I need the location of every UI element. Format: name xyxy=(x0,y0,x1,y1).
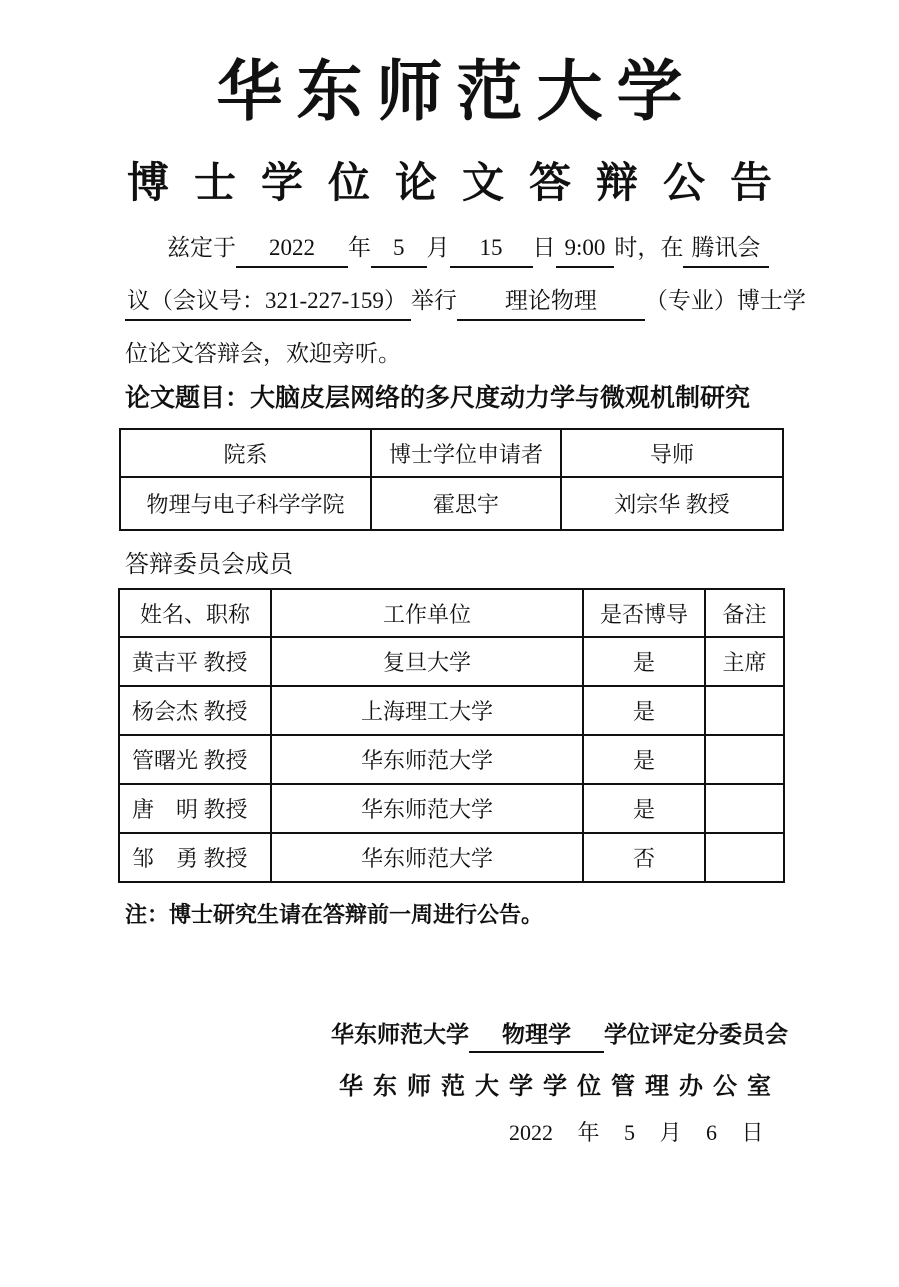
remarks-header: 备注 xyxy=(705,589,784,637)
info-data-row xyxy=(120,477,783,530)
info-header-row xyxy=(120,429,783,477)
member-affiliation: 华东师范大学 xyxy=(271,735,583,784)
dept-header: 院系 xyxy=(120,429,371,477)
day-unit: 日 xyxy=(532,235,556,260)
thesis-title-row xyxy=(125,384,750,414)
note-line: 注：博士研究生请在答辩前一周进行公告。 xyxy=(125,902,544,927)
committee-table xyxy=(118,588,785,883)
member-name: 黄吉平 教授 xyxy=(119,637,271,686)
announcement-title: 博士学位论文答辩公告 xyxy=(126,161,797,207)
committee-section-label: 答辩委员会成员 xyxy=(125,552,293,578)
member-remark xyxy=(705,735,784,784)
member-affiliation: 上海理工大学 xyxy=(271,686,583,735)
committee-row xyxy=(119,735,784,784)
member-remark xyxy=(705,784,784,833)
committee-row xyxy=(119,833,784,882)
intro-closing: 位论文答辩会，欢迎旁听。 xyxy=(125,341,401,366)
member-affiliation: 华东师范大学 xyxy=(271,833,583,882)
member-remark: 主席 xyxy=(705,637,784,686)
committee-row xyxy=(119,686,784,735)
affiliation-header: 工作单位 xyxy=(271,589,583,637)
member-name: 杨会杰 教授 xyxy=(119,686,271,735)
intro-line-1 xyxy=(167,232,769,268)
member-name: 邹 勇 教授 xyxy=(119,833,271,882)
member-is-supervisor: 否 xyxy=(583,833,705,882)
applicant-cell: 霍思宇 xyxy=(371,477,561,530)
supervisor-header: 导师 xyxy=(561,429,783,477)
member-name: 唐 明 教授 xyxy=(119,784,271,833)
doctoral-supervisor-header: 是否博导 xyxy=(583,589,705,637)
member-is-supervisor: 是 xyxy=(583,637,705,686)
footer-committee-line xyxy=(331,1016,788,1053)
month-unit: 月 xyxy=(426,235,450,260)
university-title: 华东师范大学 xyxy=(216,56,697,129)
intro-line2-suffix: （专业）博士学 xyxy=(644,288,806,313)
member-remark xyxy=(705,686,784,735)
applicant-header: 博士学位申请者 xyxy=(371,429,561,477)
thesis-title: 大脑皮层网络的多尺度动力学与微观机制研究 xyxy=(250,385,751,412)
defense-year-field: 2022 xyxy=(236,232,348,268)
supervisor-cell: 刘宗华 教授 xyxy=(561,477,783,530)
committee-row xyxy=(119,637,784,686)
member-is-supervisor: 是 xyxy=(583,735,705,784)
intro-line-3 xyxy=(125,338,401,370)
committee-row xyxy=(119,784,784,833)
member-affiliation: 华东师范大学 xyxy=(271,784,583,833)
intro-prefix: 兹定于 xyxy=(167,235,236,260)
dept-cell: 物理与电子科学学院 xyxy=(120,477,371,530)
defense-time-field: 9:00 xyxy=(556,232,615,268)
member-affiliation: 复旦大学 xyxy=(271,637,583,686)
venue-field-part2: 议（会议号：321-227-159） xyxy=(125,285,411,321)
member-remark xyxy=(705,833,784,882)
year-unit: 年 xyxy=(348,235,371,260)
intro-line-2 xyxy=(125,285,806,321)
footer-committee-suffix: 学位评定分委员会 xyxy=(604,1022,788,1047)
venue-field-part1: 腾讯会 xyxy=(683,232,769,268)
major-field: 理论物理 xyxy=(457,285,645,321)
committee-header-row xyxy=(119,589,784,637)
member-is-supervisor: 是 xyxy=(583,784,705,833)
defense-month-field: 5 xyxy=(371,232,427,268)
name-title-header: 姓名、职称 xyxy=(119,589,271,637)
defense-day-field: 15 xyxy=(450,232,533,268)
footer-date-line: 2022 年 5 月 6 日 xyxy=(509,1120,764,1145)
time-suffix: 时，在 xyxy=(614,235,684,260)
footer-office-line: 华东师范大学学位管理办公室 xyxy=(339,1074,781,1100)
hold-verb: 举行 xyxy=(410,288,457,313)
member-is-supervisor: 是 xyxy=(583,686,705,735)
member-name: 管曙光 教授 xyxy=(119,735,271,784)
thesis-label: 论文题目： xyxy=(125,385,251,412)
footer-university-prefix: 华东师范大学 xyxy=(331,1022,469,1047)
division-field: 物理学 xyxy=(469,1016,604,1053)
info-table xyxy=(119,428,784,531)
